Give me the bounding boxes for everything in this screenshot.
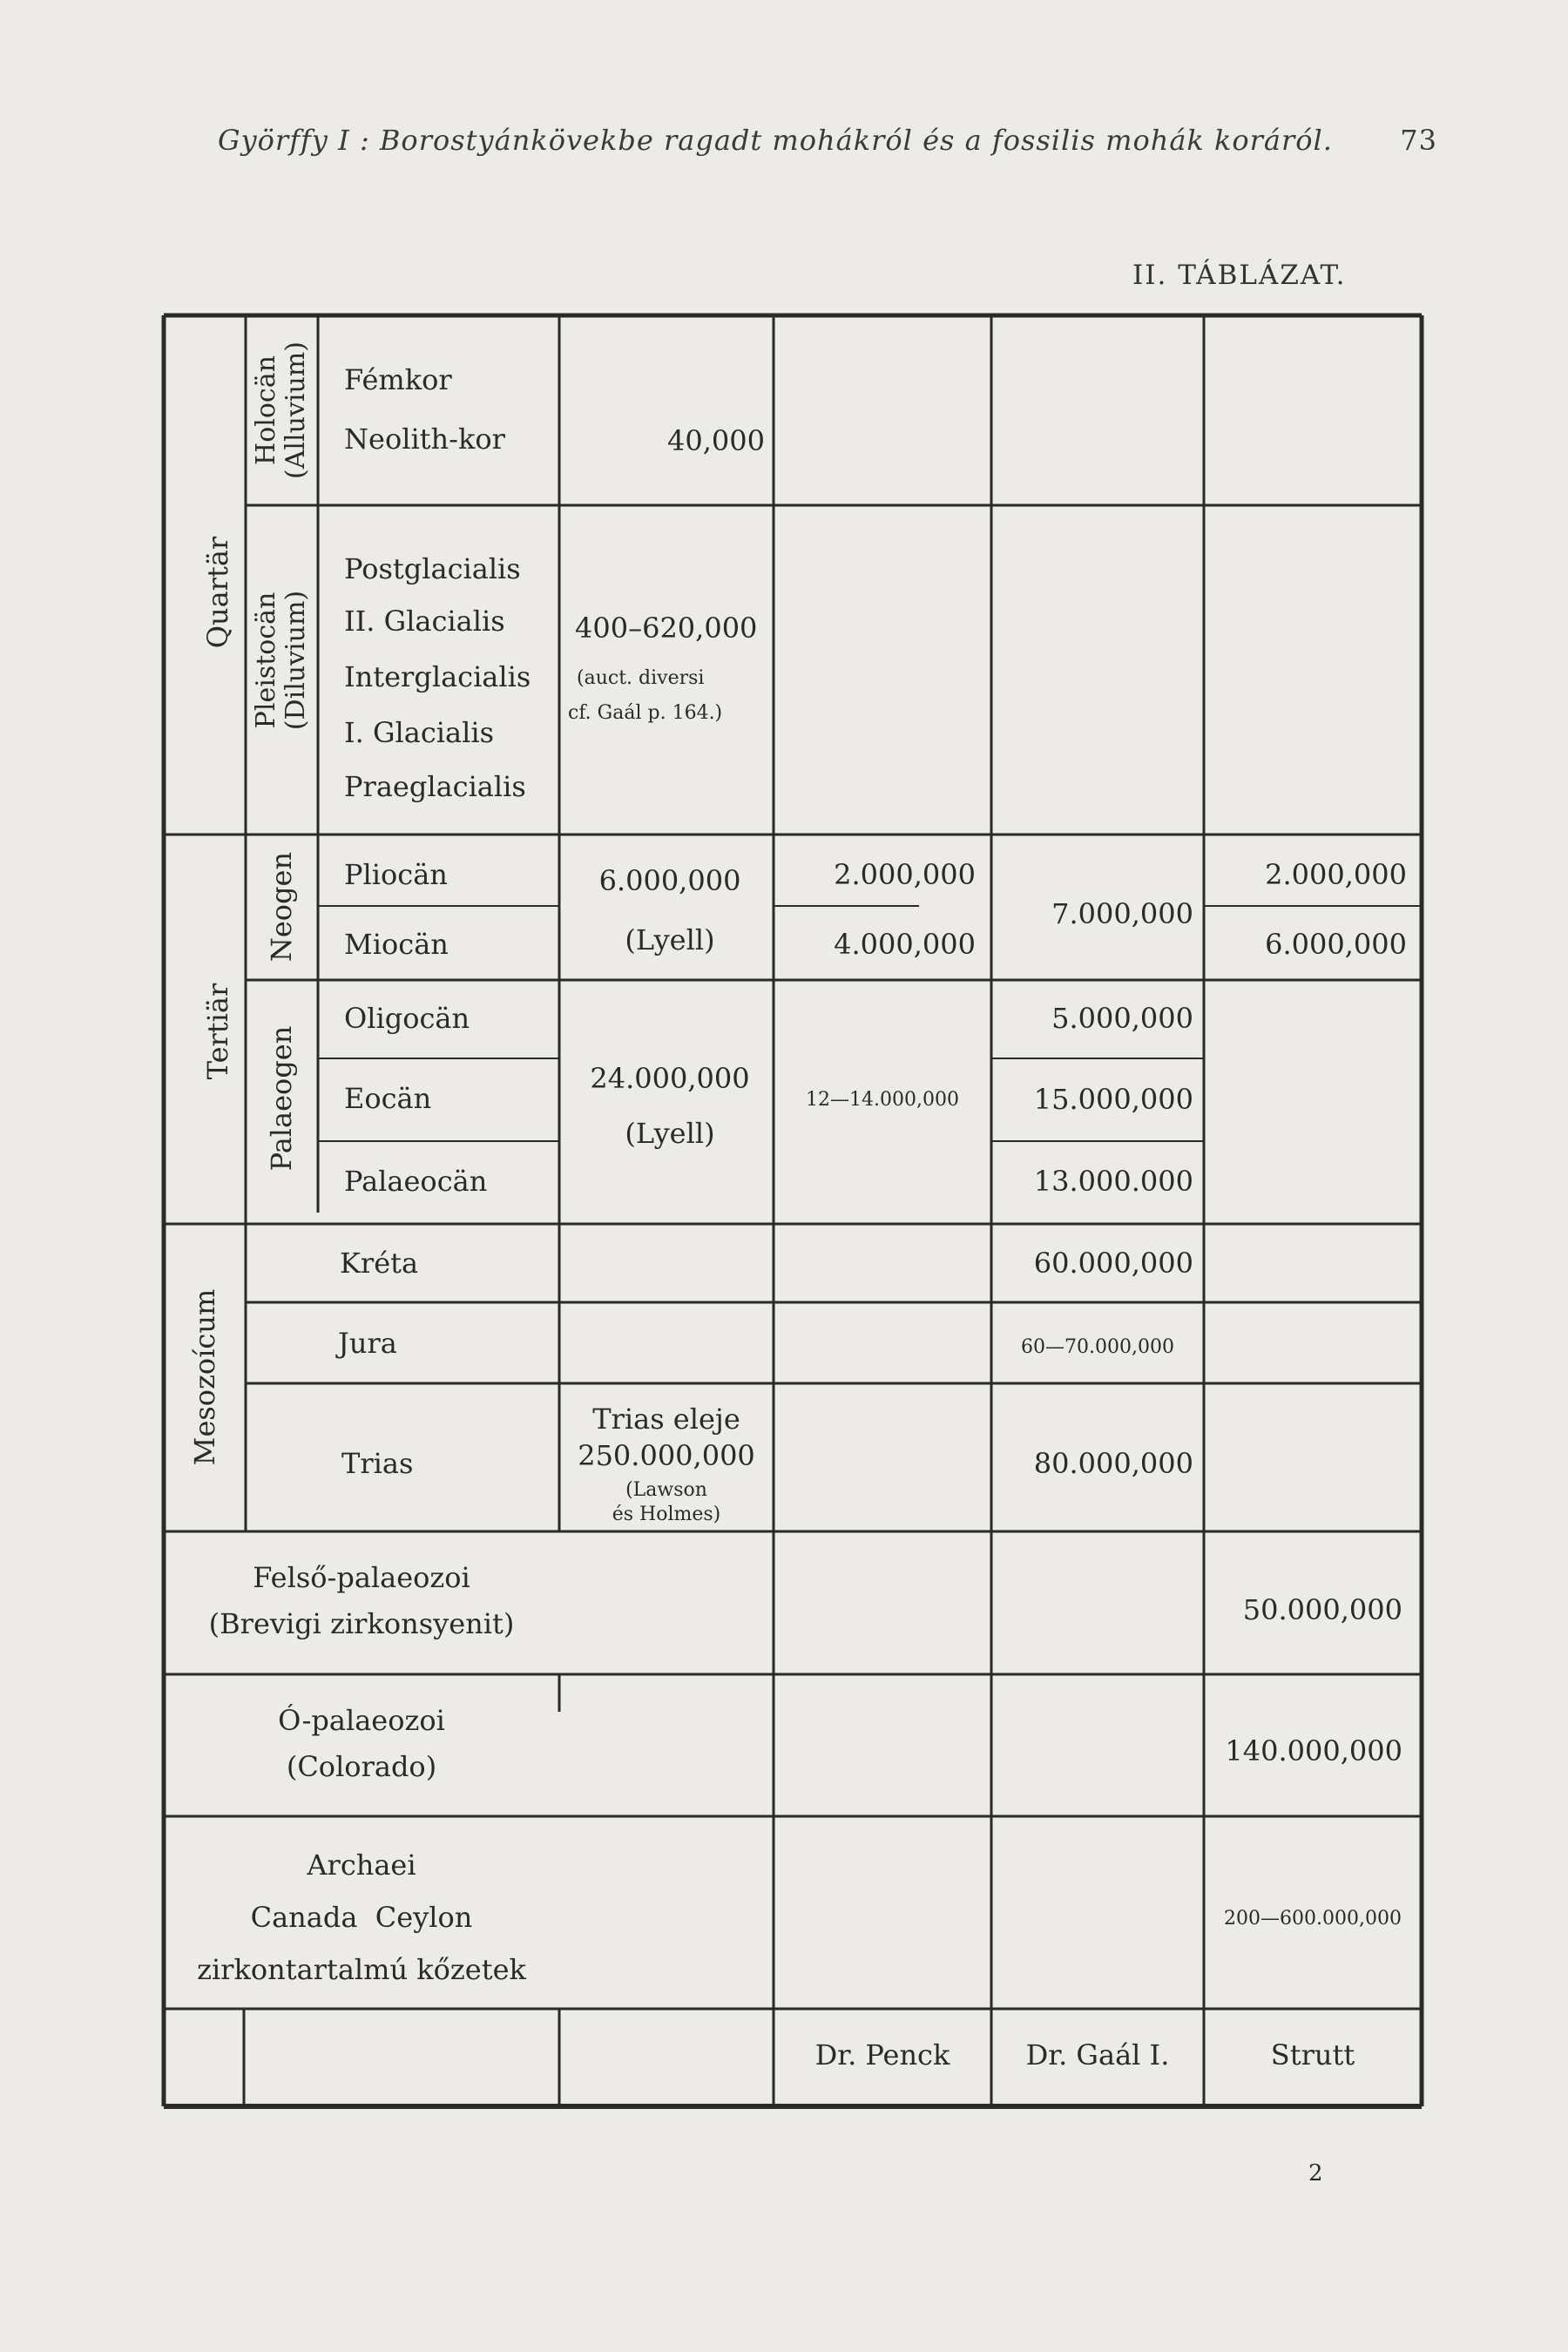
author-gaal: Dr. Gaál I. [1025,2038,1170,2072]
row-jura: Jura [338,1327,397,1360]
subgroup-palaeogen: Palaeogen [265,1025,298,1172]
trias-age-1: Trias eleje [592,1402,740,1436]
row-glacialis-1: I. Glacialis [344,716,494,749]
neogen-gaal: 7.000,000 [1051,897,1193,930]
diluvium-label: (Diluvium) [280,590,311,731]
row-palaeocan: Palaeocän [344,1165,488,1198]
kreta-gaal: 60.000,000 [1033,1247,1193,1280]
row-kreta: Kréta [340,1247,419,1280]
palaeogen-age: 24.000,000 [590,1062,750,1095]
running-title: Györffy I : Borostyánkövekbe ragadt mohákról és a fossilis mohák koráról. [218,124,1333,157]
row-felso-note: (Brevigi zirkonsyenit) [208,1607,515,1640]
row-femkor: Fémkor [344,363,452,396]
row-glacialis-2: II. Glacialis [344,605,505,638]
neogen-age: 6.000,000 [598,864,741,897]
oligocan-gaal: 5.000,000 [1051,1002,1193,1035]
row-o-palaeozoi: Ó-palaeozoi [278,1704,445,1737]
row-miocan: Miocän [344,928,449,961]
pleist-note-2: cf. Gaál p. 164.) [568,702,723,724]
o-pal-strutt: 140.000,000 [1225,1734,1402,1767]
group-mesozoicum: Mesozoícum [188,1288,221,1466]
row-archaei-rocks: zirkontartalmú kőzetek [197,1953,526,1986]
row-o-palaeozoi-note: (Colorado) [286,1750,437,1783]
row-praeglacialis: Praeglacialis [344,770,526,803]
subgroup-holocan [252,332,311,489]
pliocan-strutt: 2.000,000 [1265,858,1407,891]
row-archaei: Archaei [307,1848,416,1882]
subgroup-neogen: Neogen [265,851,298,963]
group-quartar: Quartär [201,536,234,649]
row-eocan: Eocän [344,1082,432,1115]
miocan-penck: 4.000,000 [834,928,976,961]
neogen-source: (Lyell) [625,923,715,956]
group-tertiar: Tertiär [201,983,234,1080]
page-number: 73 [1400,124,1437,157]
palaeogen-penck: 12—14.000,000 [806,1089,959,1111]
subgroup-pleistocan [252,564,311,756]
holocan-label: Holocän [251,355,281,465]
eocan-gaal: 15.000,000 [1033,1083,1193,1116]
row-neolith: Neolith-kor [344,422,505,456]
palaeocan-gaal: 13.000.000 [1033,1165,1193,1198]
jura-gaal: 60—70.000,000 [1021,1336,1174,1358]
pliocan-penck: 2.000,000 [834,858,976,891]
trias-source-2: és Holmes) [612,1504,721,1525]
archaei-strutt: 200—600.000,000 [1224,1908,1402,1930]
pleistocan-label: Pleistocän [251,591,281,729]
pleist-note-1: (auct. diversi [577,667,705,689]
row-felso-palaeozoi: Felső-palaeozoi [253,1561,470,1594]
palaeogen-source: (Lyell) [625,1117,715,1150]
row-interglacialis: Interglacialis [344,660,531,693]
row-trias: Trias [341,1447,414,1480]
pleist-age: 400–620,000 [575,612,758,645]
author-penck: Dr. Penck [814,2038,950,2072]
miocan-strutt: 6.000,000 [1265,928,1407,961]
trias-age-2: 250.000,000 [578,1439,755,1472]
neolith-age: 40,000 [667,424,765,457]
felso-strutt: 50.000,000 [1242,1593,1402,1626]
row-pliocan: Pliocän [344,858,448,891]
signature-mark: 2 [1308,2160,1323,2186]
row-archaei-localities: Canada Ceylon [250,1901,473,1934]
row-postglacialis: Postglacialis [344,552,521,585]
trias-source-1: (Lawson [625,1479,707,1501]
row-oligocan: Oligocän [344,1002,470,1035]
author-strutt: Strutt [1270,2038,1355,2072]
table-title: II. TÁBLÁZAT. [1132,260,1347,291]
trias-gaal: 80.000,000 [1033,1447,1193,1480]
alluvium-label: (Alluvium) [280,341,311,479]
